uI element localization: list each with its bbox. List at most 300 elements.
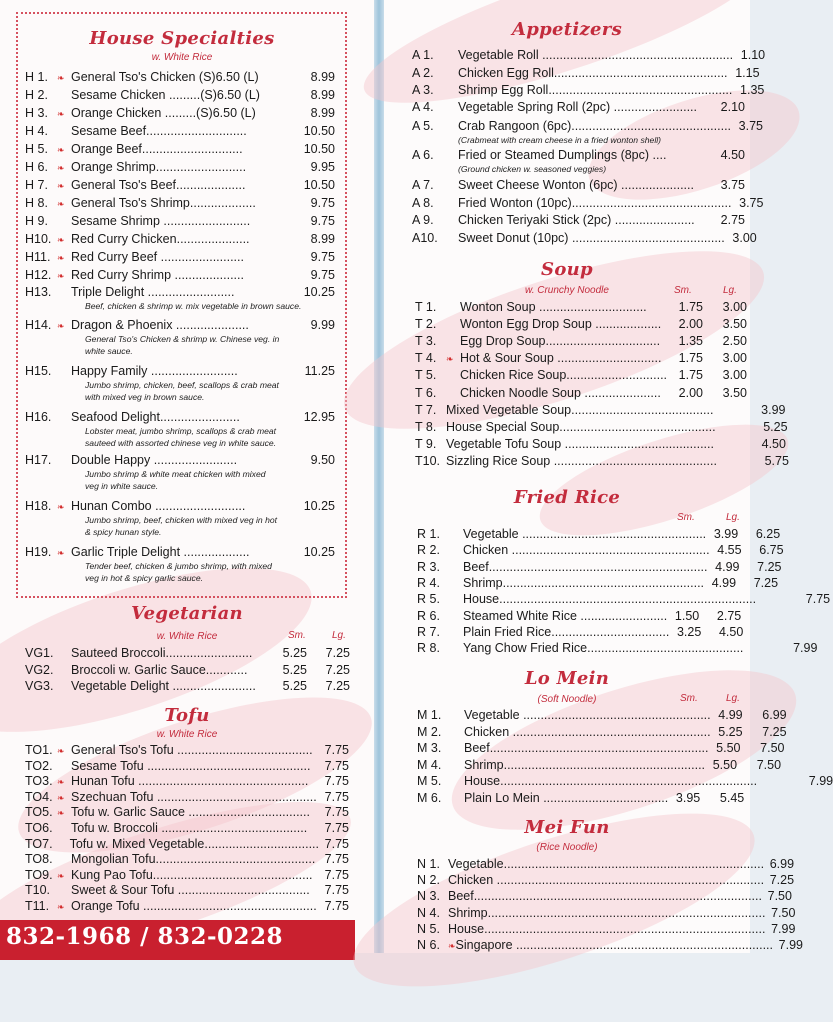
hot-pepper-icon: ❧ — [57, 145, 65, 155]
item-code: TO1. — [25, 743, 53, 757]
price-large: 5.25 — [763, 419, 788, 434]
price-small: 3.25 — [676, 624, 702, 639]
item-code: N 5. — [417, 921, 440, 936]
item-name: House.......................................................................... — [463, 592, 757, 607]
item-price: 1.10 — [740, 48, 766, 62]
item-code: R 2. — [417, 543, 440, 558]
menu-item — [415, 402, 786, 418]
appetizers-title: Appetizers — [511, 19, 623, 40]
menu-item — [417, 527, 781, 542]
item-price: 7.75 — [324, 758, 349, 773]
item-name: Vegetable Delight ........................ — [71, 679, 256, 693]
vegetarian-lg-header: Lg. — [332, 630, 346, 641]
menu-item — [25, 250, 335, 266]
item-code: T11. — [25, 899, 50, 913]
item-code: TO6. — [25, 821, 53, 835]
menu-item — [25, 88, 335, 103]
item-name: Szechuan Tofu .............................................. — [71, 789, 317, 804]
item-name: Beef................................................................................... — [448, 889, 762, 904]
item-price: 9.75 — [310, 214, 335, 228]
item-price: 9.99 — [310, 318, 335, 332]
price-large: 3.50 — [722, 317, 747, 332]
item-description: white sauce. — [85, 346, 133, 356]
item-code: H 4. — [25, 124, 48, 138]
item-code: M 6. — [417, 791, 442, 805]
item-name: Wonton Soup ............................... — [460, 300, 647, 314]
hot-pepper-icon: ❧ — [57, 181, 65, 191]
item-code: VG3. — [25, 679, 54, 693]
item-name: Hunan Tofu ................................................. — [71, 774, 309, 789]
menu-item — [417, 757, 782, 773]
menu-item — [417, 791, 745, 806]
item-price: 7.50 — [771, 905, 796, 920]
item-code: H 6. — [25, 160, 48, 174]
hot-pepper-icon: ❧ — [57, 271, 65, 281]
price-small: 2.00 — [678, 385, 703, 400]
item-description: (Ground chicken w. seasoned veggies) — [458, 164, 607, 174]
item-name: Beef............................................................... — [464, 741, 709, 756]
item-description: veg in hot & spicy garlic sauce. — [85, 573, 203, 583]
item-code: TO4. — [25, 789, 53, 804]
item-price: 9.75 — [310, 268, 335, 282]
item-price: 7.75 — [324, 743, 349, 757]
menu-item — [412, 178, 745, 193]
item-code: H 3. — [25, 106, 48, 120]
price-large: 7.99 — [808, 774, 833, 789]
price-large: 4.50 — [718, 624, 744, 639]
soup-sm-header: Sm. — [674, 285, 692, 296]
item-code: A 2. — [412, 66, 434, 80]
vegetarian-subtitle: w. White Rice — [156, 631, 218, 642]
price-small: 5.50 — [716, 741, 741, 756]
item-price: 2.10 — [720, 100, 745, 114]
menu-item — [25, 285, 335, 300]
item-name: Shrimp.......................................................... — [464, 757, 706, 772]
tofu-title: Tofu — [164, 705, 210, 726]
menu-item — [25, 178, 335, 194]
menu-item — [415, 436, 786, 452]
lo-mein-subtitle: (Soft Noodle) — [537, 694, 597, 705]
tofu-subtitle: w. White Rice — [156, 729, 218, 740]
item-code: M 3. — [417, 741, 442, 756]
menu-item — [412, 66, 760, 81]
hot-pepper-icon: ❧ — [57, 235, 65, 245]
hot-pepper-icon: ❧ — [57, 502, 65, 512]
vegetarian-title: Vegetarian — [131, 603, 243, 624]
item-name: Vegetable Roll ....................................................... — [458, 48, 734, 62]
item-price: 6.99 — [769, 857, 795, 871]
item-price: 7.75 — [324, 867, 349, 882]
menu-item — [417, 857, 795, 872]
price-small: 1.75 — [678, 300, 703, 314]
item-code: H 1. — [25, 70, 48, 84]
hot-pepper-icon: ❧ — [57, 321, 65, 331]
item-code: M 2. — [417, 724, 442, 739]
item-name: Sweet Donut (10pc) ............................................ — [458, 231, 725, 245]
item-code: VG1. — [25, 646, 54, 660]
fried-rice-title: Fried Rice — [513, 487, 621, 508]
menu-item — [417, 889, 792, 904]
item-code: H18. — [25, 499, 52, 513]
item-name: House................................................................................. — [448, 921, 766, 936]
item-price: 7.75 — [324, 836, 349, 851]
menu-item — [417, 921, 796, 937]
menu-item — [417, 938, 804, 954]
item-price: 8.99 — [310, 106, 335, 120]
item-name: Singapore .......................................................................... — [455, 938, 774, 952]
price-large: 3.00 — [722, 351, 747, 366]
item-code: A 3. — [412, 83, 434, 97]
item-name: Shrimp.......................................................... — [463, 575, 705, 590]
price-small: 5.25 — [718, 724, 743, 739]
item-name: Vegetable Tofu Soup ........................................... — [446, 436, 714, 451]
price-large: 7.25 — [325, 679, 350, 693]
menu-item — [412, 100, 745, 115]
item-name: Chicken ......................................................... — [464, 724, 711, 739]
hot-pepper-icon: ❧ — [57, 792, 65, 803]
hot-pepper-icon: ❧ — [57, 109, 65, 119]
item-code: R 5. — [417, 592, 440, 607]
item-price: 11.25 — [304, 364, 335, 378]
item-name: Sweet & Sour Tofu ...................................... — [71, 883, 310, 898]
price-large: 6.75 — [759, 543, 784, 558]
item-code: T10. — [25, 883, 51, 898]
menu-item — [25, 868, 349, 884]
menu-item — [25, 883, 349, 898]
item-name: Broccoli w. Garlic Sauce............ — [71, 662, 248, 677]
menu-item — [417, 724, 787, 740]
menu-item — [417, 624, 744, 640]
item-name: Yang Chow Fried Rice............................................. — [463, 641, 744, 656]
price-large: 7.25 — [757, 559, 782, 574]
menu-item — [415, 300, 747, 315]
item-price: 7.75 — [324, 789, 349, 804]
item-name: General Tso's Shrimp................... — [71, 196, 256, 210]
menu-item — [25, 759, 349, 774]
menu-item — [415, 368, 747, 383]
price-small: 4.55 — [717, 543, 742, 558]
item-code: T 6. — [415, 385, 437, 400]
item-code: N 6. — [417, 938, 440, 952]
item-price: 10.25 — [303, 545, 335, 559]
menu-item — [415, 317, 747, 332]
item-description: Beef, chicken & shrimp w. mix vegetable in brown sauce. — [85, 301, 302, 311]
price-large: 7.25 — [753, 575, 779, 590]
item-description: veg in white sauce. — [85, 481, 159, 491]
price-large: 7.25 — [325, 646, 350, 660]
item-price: 7.75 — [324, 774, 349, 789]
menu-item — [417, 609, 740, 624]
item-code: H 5. — [25, 142, 48, 156]
hot-pepper-icon: ❧ — [57, 73, 65, 83]
item-name: Red Curry Chicken..................... — [71, 232, 250, 246]
item-price: 7.99 — [778, 938, 804, 952]
menu-item — [417, 543, 784, 558]
price-small: 1.75 — [678, 368, 703, 383]
item-price: 7.50 — [767, 889, 792, 904]
item-price: 7.75 — [324, 821, 349, 835]
menu-item — [412, 213, 745, 228]
item-price: 1.35 — [740, 83, 765, 97]
lo-mein-title: Lo Mein — [524, 668, 610, 689]
item-description: sauteed with assorted chinese veg in white sauce. — [85, 438, 277, 448]
price-large: 3.50 — [722, 385, 747, 400]
item-name: Mongolian Tofu.............................................. — [71, 852, 316, 867]
menu-item — [25, 106, 335, 122]
item-price: 9.95 — [310, 160, 335, 174]
item-code: R 3. — [417, 559, 440, 574]
hot-pepper-icon: ❧ — [446, 354, 454, 365]
item-name: Kung Pao Tofu.............................................. — [71, 867, 313, 882]
menu-item — [25, 663, 350, 678]
item-name: Triple Delight ......................... — [71, 285, 235, 299]
item-name: Dragon & Phoenix ..................... — [71, 318, 249, 332]
hot-pepper-icon: ❧ — [57, 253, 65, 263]
hot-pepper-icon: ❧ — [57, 163, 65, 173]
item-code: A 8. — [412, 196, 434, 210]
item-code: H 7. — [25, 178, 48, 192]
item-name: Vegetable Spring Roll (2pc) ........................ — [458, 100, 697, 114]
item-price: 8.99 — [310, 232, 335, 246]
menu-item — [25, 364, 335, 379]
item-name: Red Curry Shrimp .................... — [71, 268, 244, 282]
item-name: Plain Lo Mein .................................... — [464, 791, 669, 805]
menu-item — [25, 821, 349, 836]
item-code: N 4. — [417, 905, 440, 920]
item-code: H10. — [25, 232, 52, 246]
price-large: 5.45 — [719, 791, 745, 805]
price-small: 2.00 — [678, 317, 703, 332]
item-name: General Tso's Tofu ....................................... — [71, 743, 313, 757]
menu-item — [25, 679, 350, 694]
item-code: H16. — [25, 410, 52, 424]
item-price: 7.99 — [771, 921, 796, 936]
price-small: 4.99 — [718, 708, 743, 722]
price-small: 5.25 — [282, 662, 307, 677]
item-code: H17. — [25, 453, 52, 467]
item-code: H 8. — [25, 196, 48, 210]
item-name: Shrimp Egg Roll..................................................... — [458, 83, 733, 97]
menu-item — [412, 148, 745, 163]
item-price: 3.75 — [739, 196, 764, 210]
house-specialties-subtitle: w. White Rice — [151, 52, 213, 63]
hot-pepper-icon: ❧ — [448, 941, 456, 951]
item-code: T 4. — [415, 351, 437, 366]
price-small: 4.99 — [715, 559, 740, 574]
item-code: A 6. — [412, 148, 434, 162]
item-price: 2.75 — [720, 213, 745, 227]
item-code: T10. — [415, 453, 441, 468]
item-name: Vegetable ..................................................... — [463, 527, 707, 541]
item-name: Crab Rangoon (6pc).............................................. — [458, 119, 732, 133]
item-code: M 5. — [417, 774, 442, 789]
item-code: TO3. — [25, 774, 53, 789]
item-price: 3.00 — [732, 231, 757, 245]
item-name: Vegetable ...................................................... — [464, 708, 711, 722]
item-name: Fried Wonton (10pc).............................................. — [458, 196, 732, 210]
item-code: T 5. — [415, 368, 437, 383]
item-name: Hot & Sour Soup .............................. — [460, 351, 662, 366]
price-large: 7.25 — [762, 724, 787, 739]
menu-item — [25, 646, 350, 661]
price-small: 1.75 — [678, 351, 703, 366]
menu-item — [412, 231, 757, 246]
price-large: 6.99 — [762, 708, 787, 722]
item-name: Orange Shrimp.......................... — [71, 160, 247, 174]
item-name: House Special Soup............................................. — [446, 419, 716, 434]
item-name: Tofu w. Garlic Sauce ................................... — [71, 805, 310, 820]
mei-fun-title: Mei Fun — [524, 817, 610, 838]
item-name: Orange Beef............................. — [71, 142, 243, 156]
left-menu-page — [0, 0, 374, 953]
item-name: Chicken ......................................................... — [463, 543, 710, 558]
item-price: 8.99 — [310, 70, 335, 84]
item-name: Sweet Cheese Wonton (6pc) ..................... — [458, 178, 694, 192]
item-name: Plain Fried Rice.................................. — [463, 624, 670, 639]
menu-item — [25, 774, 349, 790]
item-price: 7.75 — [324, 805, 349, 820]
price-small: 3.95 — [675, 791, 701, 805]
menu-item — [412, 119, 764, 134]
page-gutter — [374, 0, 384, 953]
menu-item — [25, 318, 335, 334]
item-price: 9.75 — [310, 196, 335, 210]
price-large: 3.00 — [722, 368, 747, 383]
item-name: Seafood Delight....................... — [71, 410, 240, 424]
item-code: TO2. — [25, 758, 53, 773]
menu-item — [412, 83, 765, 98]
item-description: with mixed veg in brown sauce. — [85, 392, 205, 402]
item-name: General Tso's Chicken (S)6.50 (L) — [71, 70, 259, 84]
item-description: Jumbo shrimp & white meat chicken with mixed — [85, 469, 266, 479]
item-code: N 3. — [417, 889, 440, 904]
item-code: R 4. — [417, 575, 440, 590]
price-small: 5.25 — [282, 679, 307, 693]
price-large: 7.75 — [805, 592, 831, 607]
price-large: 7.50 — [760, 741, 785, 756]
item-code: VG2. — [25, 662, 54, 677]
item-code: T 8. — [415, 419, 437, 434]
item-code: N 1. — [417, 857, 440, 871]
item-code: R 6. — [417, 608, 440, 623]
hot-pepper-icon: ❧ — [57, 548, 65, 558]
item-price: 10.50 — [303, 124, 335, 138]
price-small: 1.50 — [674, 608, 700, 623]
menu-item — [25, 196, 335, 212]
item-name: Sesame Beef............................. — [71, 124, 247, 138]
item-name: Orange Tofu .................................................. — [71, 899, 317, 913]
item-name: Tofu w. Broccoli .......................................... — [71, 821, 308, 835]
fried-rice-lg-header: Lg. — [726, 512, 740, 523]
price-large: 2.50 — [722, 334, 747, 349]
menu-item — [25, 268, 335, 284]
menu-item — [415, 419, 788, 435]
item-description: Jumbo shrimp, beef, chicken with mixed veg in hot — [85, 515, 278, 525]
item-description: Tender beef, chicken & jumbo shrimp, with mixed — [85, 561, 272, 571]
item-code: H13. — [25, 285, 52, 299]
item-name: Happy Family ......................... — [71, 364, 238, 378]
hot-pepper-icon: ❧ — [57, 808, 65, 819]
price-large: 5.75 — [764, 453, 789, 468]
item-price: 10.50 — [303, 178, 335, 192]
menu-item — [412, 196, 764, 211]
item-code: T 9. — [415, 436, 437, 451]
menu-item — [417, 559, 782, 575]
menu-item — [417, 774, 833, 789]
item-name: Double Happy ........................ — [71, 453, 238, 467]
item-name: Steamed White Rice ......................... — [463, 608, 668, 623]
menu-item — [415, 351, 747, 367]
right-menu-page — [384, 0, 833, 953]
item-name: Sesame Shrimp ......................... — [71, 214, 251, 228]
item-name: Chicken Rice Soup............................. — [460, 368, 668, 383]
item-code: T 3. — [415, 334, 437, 349]
item-name: Sauteed Broccoli......................... — [71, 646, 253, 660]
item-code: T 2. — [415, 317, 437, 332]
hot-pepper-icon: ❧ — [57, 777, 65, 788]
price-large: 7.25 — [325, 662, 350, 677]
item-price: 10.25 — [303, 499, 335, 513]
menu-item — [25, 899, 349, 915]
price-large: 6.25 — [755, 527, 781, 541]
item-description: Jumbo shrimp, chicken, beef, scallops & crab meat — [85, 380, 279, 390]
item-name: Shrimp................................................................................ — [448, 905, 766, 920]
menu-item — [25, 232, 335, 248]
menu-item — [25, 142, 335, 158]
price-large: 7.99 — [793, 641, 818, 656]
soup-subtitle: w. Crunchy Noodle — [525, 285, 609, 296]
item-code: T 1. — [415, 300, 437, 314]
menu-item — [415, 334, 747, 349]
menu-item — [25, 545, 335, 561]
item-name: Red Curry Beef ........................ — [71, 250, 244, 264]
price-large: 3.99 — [761, 402, 786, 417]
item-code: H19. — [25, 545, 52, 559]
price-small: 5.50 — [712, 757, 738, 772]
item-name: Sizzling Rice Soup ............................................... — [446, 453, 717, 468]
item-code: TO8. — [25, 852, 53, 867]
hot-pepper-icon: ❧ — [57, 870, 65, 881]
lo-mein-sm-header: Sm. — [680, 693, 698, 704]
item-code: H15. — [25, 364, 52, 378]
item-code: M 4. — [417, 757, 442, 772]
menu-item — [417, 741, 785, 756]
item-price: 7.75 — [324, 852, 349, 867]
menu-item — [25, 790, 349, 806]
item-price: 9.75 — [310, 250, 335, 264]
mei-fun-subtitle: (Rice Noodle) — [536, 842, 598, 853]
menu-item — [25, 499, 335, 515]
item-name: Chicken Noodle Soup ...................... — [460, 385, 661, 400]
hot-pepper-icon: ❧ — [57, 902, 65, 912]
menu-item — [25, 453, 335, 468]
menu-item — [417, 592, 831, 607]
vegetarian-sm-header: Sm. — [288, 630, 306, 641]
menu-item — [412, 48, 766, 63]
menu-item — [417, 873, 795, 888]
item-code: A 4. — [412, 100, 434, 114]
item-name: Orange Chicken .........(S)6.50 (L) — [71, 106, 256, 120]
item-price: 10.50 — [303, 142, 335, 156]
menu-item — [25, 743, 349, 759]
item-description: Lobster meat, jumbo shrimp, scallops & crab meat — [85, 426, 277, 436]
hot-pepper-icon: ❧ — [57, 746, 65, 756]
menu-item — [25, 410, 335, 425]
menu-item — [417, 708, 787, 723]
item-price: 3.75 — [720, 178, 745, 192]
item-name: Garlic Triple Delight ................... — [71, 545, 250, 559]
item-price: 1.15 — [735, 66, 760, 80]
